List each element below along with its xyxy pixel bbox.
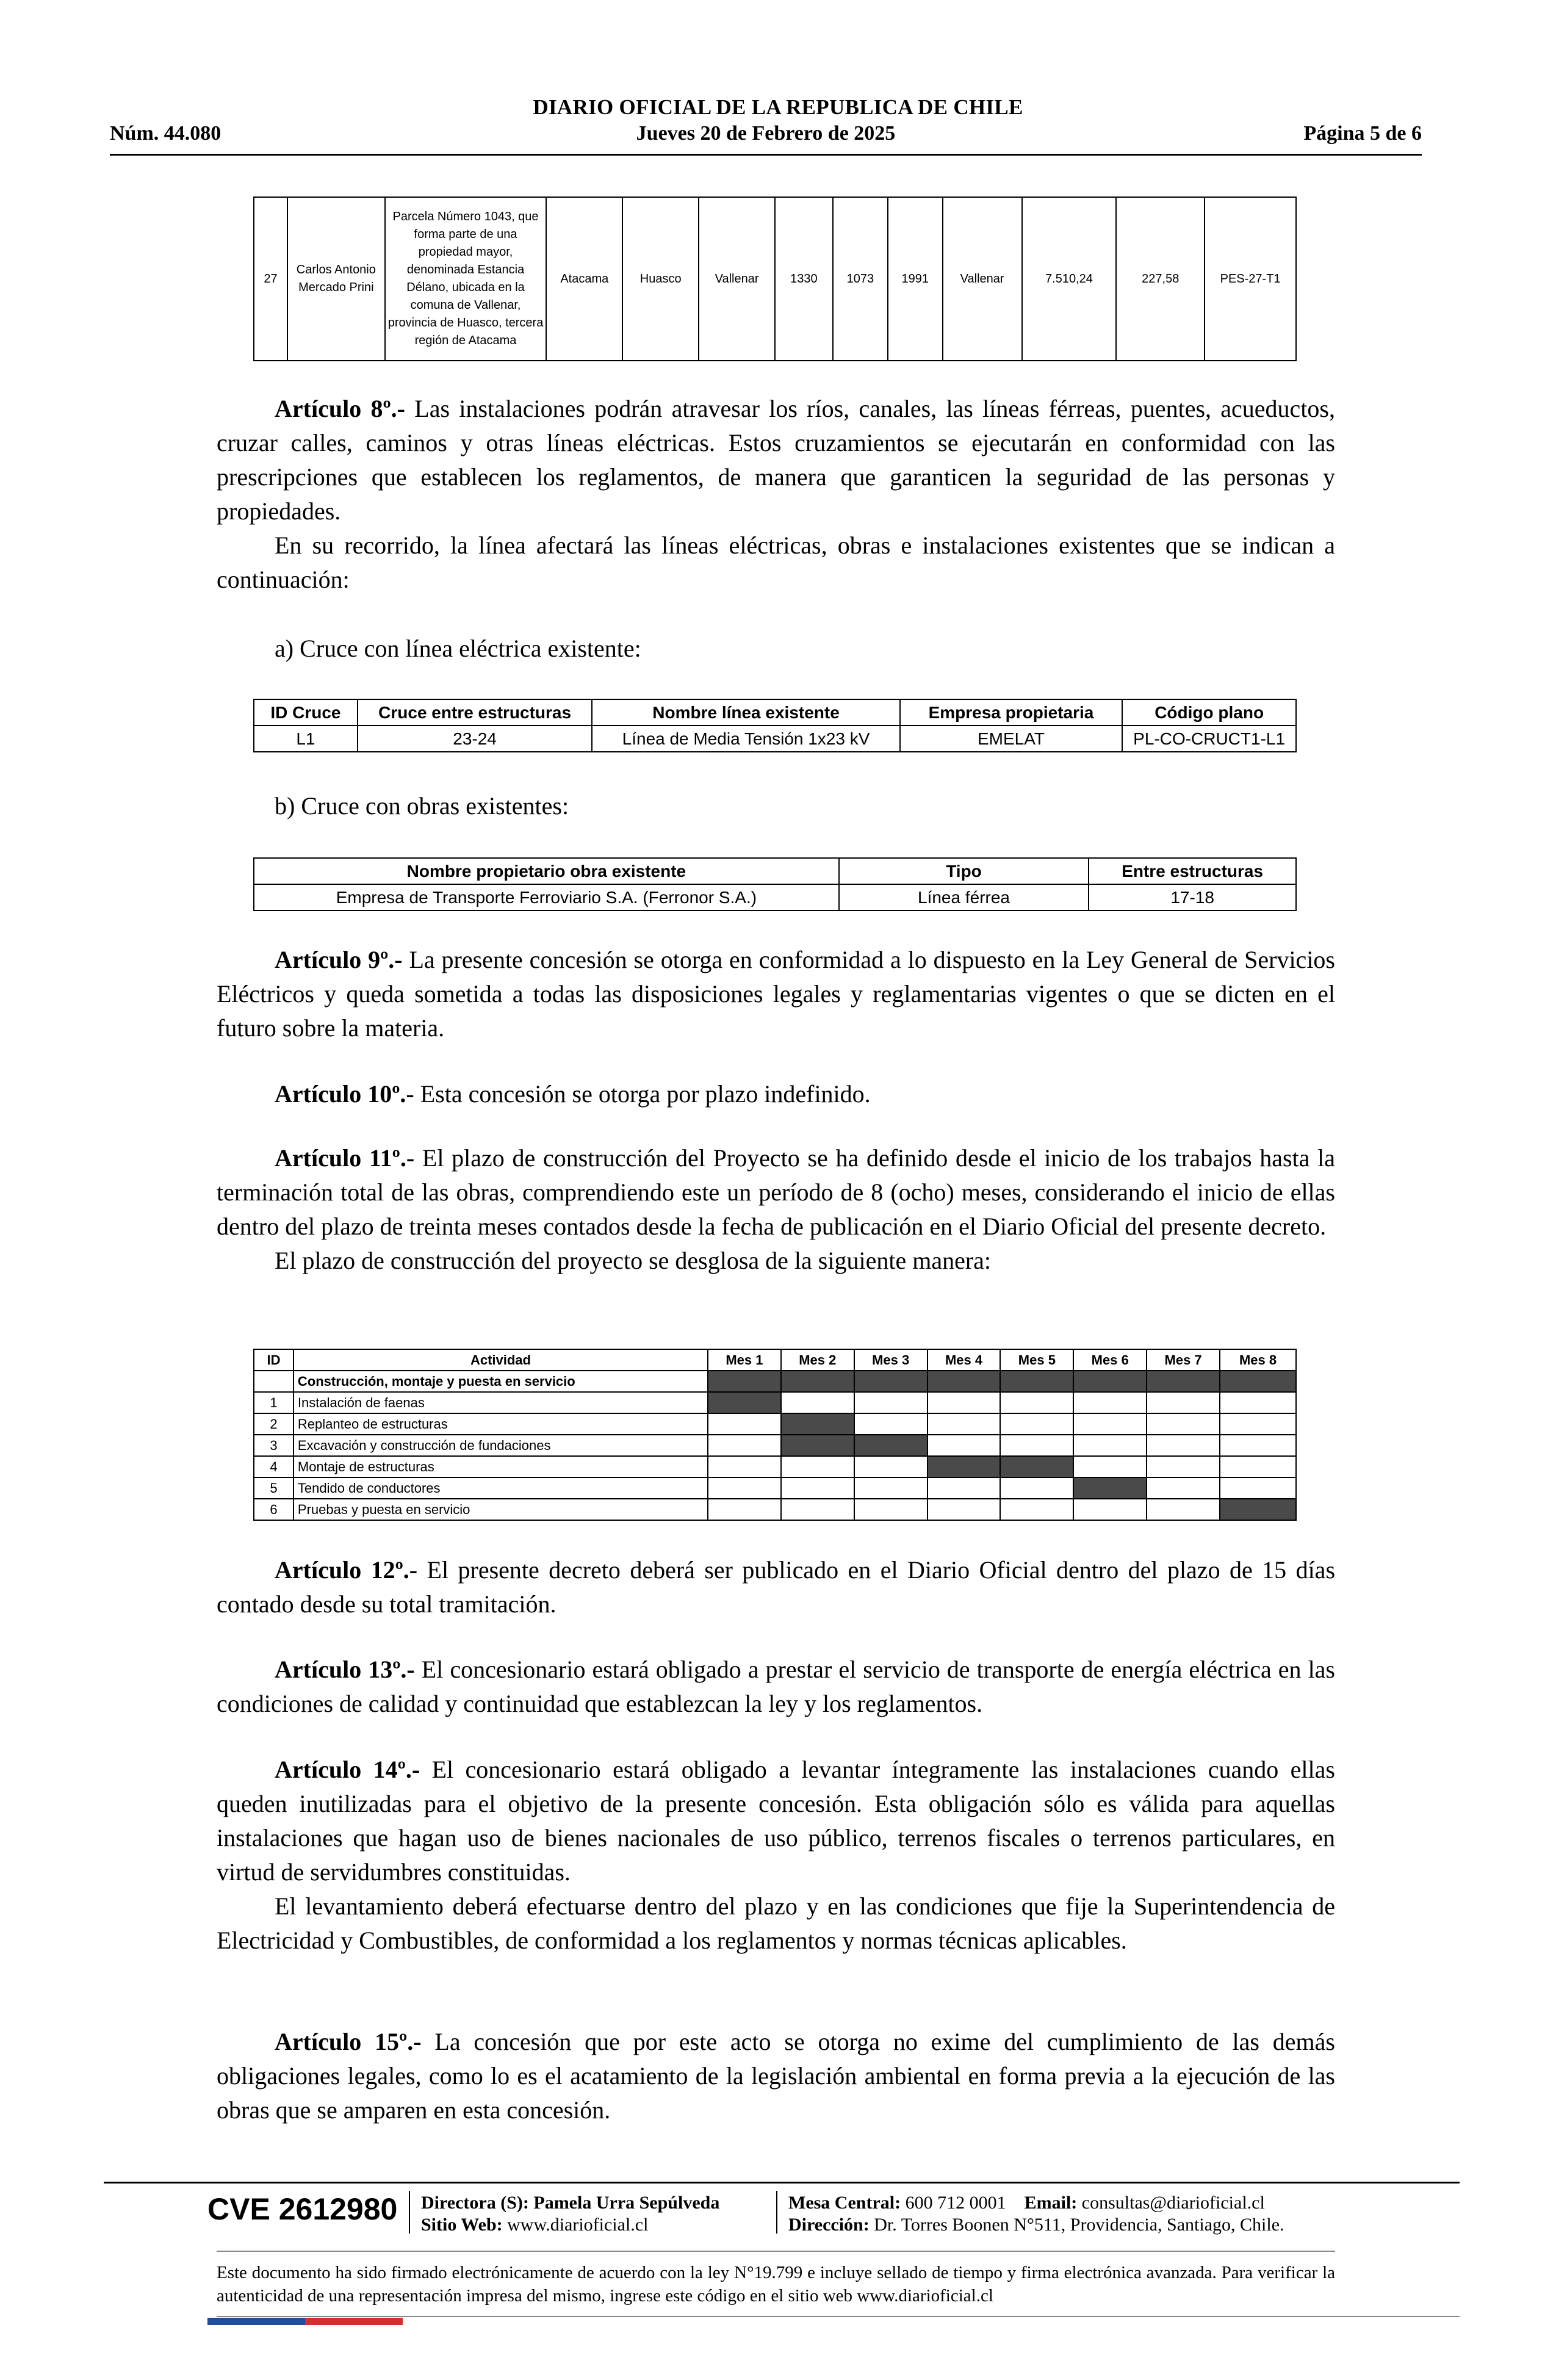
table-cell: Línea de Media Tensión 1x23 kV	[592, 726, 899, 752]
gantt-month-header: Mes 2	[781, 1349, 854, 1371]
direccion-value: Dr. Torres Boonen N°511, Providencia, Santiago, Chile.	[869, 2215, 1284, 2235]
gantt-bar-cell	[854, 1371, 927, 1392]
flag-stripe	[207, 2318, 403, 2325]
gantt-activity-cell: Excavación y construcción de fundaciones	[294, 1435, 708, 1456]
column-header: Cruce entre estructuras	[358, 699, 593, 726]
footer-separator	[409, 2191, 410, 2234]
article-14-text: El concesionario estará obligado a levantar íntegramente las instalaciones cuando ellas queden inutilizadas para el objetivo de la presente concesión. Esta obligación sólo es válida para aquellas instalaciones que hagan uso de bienes nacionales de uso público, terrenos fiscales o terrenos particulares, en virtud de servidumbres constituidas.	[217, 1756, 1335, 1886]
gantt-empty-cell	[1000, 1477, 1073, 1499]
article-13-heading: Artículo 13º.-	[275, 1656, 415, 1683]
table-cell: 23-24	[358, 726, 593, 752]
parcel-commune: Vallenar	[699, 197, 775, 361]
mesa-email-line	[788, 2192, 1284, 2214]
footer-bottom-rule	[217, 2316, 1460, 2317]
gantt-bar-cell	[1073, 1371, 1147, 1392]
parcel-region: Atacama	[546, 197, 622, 361]
mesa-value: 600 712 0001	[901, 2193, 1006, 2213]
article-10-paragraph	[217, 1077, 1335, 1111]
gantt-row	[254, 1392, 1296, 1413]
gantt-bar-cell	[708, 1371, 781, 1392]
signature-note: Este documento ha sido firmado electrónicamente de acuerdo con la ley N°19.799 e incluye sellado de tiempo y firma electrónica avanzada. Para verificar la autenticidad de una representación impresa del mismo, ingrese este código en el sitio web www.diarioficial.cl	[217, 2263, 1335, 2306]
issue-date: Jueves 20 de Febrero de 2025	[636, 122, 896, 145]
gantt-empty-cell	[781, 1477, 854, 1499]
sitio-web-link[interactable]: www.diarioficial.cl	[502, 2215, 649, 2235]
gantt-empty-cell	[1000, 1435, 1073, 1456]
gantt-row	[254, 1435, 1296, 1456]
column-header: Tipo	[839, 858, 1089, 884]
parcel-superficie: 227,58	[1116, 197, 1205, 361]
article-15-paragraph	[217, 2025, 1335, 2127]
stripe-segment	[207, 2318, 256, 2325]
gantt-month-header: Mes 6	[1073, 1349, 1147, 1371]
parcel-plano: PES-27-T1	[1205, 197, 1296, 361]
gantt-month-header: Mes 3	[854, 1349, 927, 1371]
article-9-text: La presente concesión se otorga en conformidad a lo dispuesto en la Ley General de Servicios Eléctricos y queda sometida a todas las disposiciones legales y reglamentarias vigentes o que se dicten en el futuro sobre la materia.	[217, 946, 1335, 1042]
gantt-empty-cell	[1147, 1477, 1220, 1499]
parcel-conservador: Vallenar	[943, 197, 1022, 361]
article-8	[217, 392, 1335, 597]
gantt-empty-cell	[1000, 1392, 1073, 1413]
sitio-web-line	[421, 2214, 719, 2236]
article-12	[217, 1553, 1335, 1621]
gantt-empty-cell	[854, 1499, 927, 1520]
gantt-activity-cell: Pruebas y puesta en servicio	[294, 1499, 708, 1520]
gantt-bar-cell	[708, 1392, 781, 1413]
article-8-text: Las instalaciones podrán atravesar los ríos, canales, las líneas férreas, puentes, acueductos, cruzar calles, caminos y otras líneas eléctricas. Estos cruzamientos se ejecutarán en conformidad con las prescripciones que establecen los reglamentos, de manera que garanticen la seguridad de las personas y propiedades.	[217, 395, 1335, 525]
gantt-empty-cell	[1000, 1499, 1073, 1520]
article-11-text: El plazo de construcción del Proyecto se ha definido desde el inicio de los trabajos hasta la terminación total de las obras, comprendiendo este un período de 8 (ocho) meses, considerando el inicio de ellas dentro del plazo de treinta meses contados desde la fecha de publicación en el Diario Oficial del presente decreto.	[217, 1144, 1335, 1240]
gantt-empty-cell	[927, 1392, 1001, 1413]
parcel-owner: Carlos Antonio Mercado Prini	[287, 197, 385, 361]
table-row	[254, 197, 1296, 361]
article-15-text: La concesión que por este acto se otorga no exime del cumplimiento de las demás obligaciones legales, como lo es el acatamiento de la legislación ambiental en forma previa a la ejecución de las obras que se amparen en esta concesión.	[217, 2028, 1335, 2124]
gantt-row	[254, 1499, 1296, 1520]
gantt-empty-cell	[854, 1456, 927, 1477]
gantt-empty-cell	[708, 1435, 781, 1456]
gantt-activity-cell: Tendido de conductores	[294, 1477, 708, 1499]
header-line	[110, 122, 1422, 150]
gantt-empty-cell	[1073, 1456, 1147, 1477]
footer-contact-left	[421, 2192, 719, 2236]
gantt-empty-cell	[1073, 1392, 1147, 1413]
gantt-bar-cell	[927, 1456, 1001, 1477]
cruce-label: a) Cruce con línea eléctrica existente:	[275, 635, 641, 662]
gantt-empty-cell	[708, 1477, 781, 1499]
gantt-empty-cell	[1220, 1435, 1296, 1456]
table-cell: EMELAT	[900, 726, 1123, 752]
gantt-id-cell: 5	[254, 1477, 294, 1499]
footer-separator	[776, 2191, 777, 2234]
directora-text: Directora (S): Pamela Urra Sepúlveda	[421, 2193, 720, 2213]
article-15-heading: Artículo 15º.-	[275, 2028, 422, 2055]
gantt-month-header: Mes 1	[708, 1349, 781, 1371]
mesa-label: Mesa Central:	[788, 2193, 901, 2213]
gantt-empty-cell	[1220, 1392, 1296, 1413]
direccion-label: Dirección:	[788, 2215, 870, 2235]
gantt-empty-cell	[1147, 1392, 1220, 1413]
parcel-fojas: 1330	[775, 197, 833, 361]
email-label: Email:	[1024, 2193, 1078, 2213]
gantt-empty-cell	[1220, 1413, 1296, 1435]
gantt-bar-cell	[781, 1413, 854, 1435]
cve-code: CVE 2612980	[207, 2192, 398, 2226]
gantt-bar-cell	[1073, 1477, 1147, 1499]
gantt-empty-cell	[708, 1499, 781, 1520]
page-number: Página 5 de 6	[1303, 122, 1422, 145]
column-header: Empresa propietaria	[900, 699, 1123, 726]
gantt-month-header: Mes 4	[927, 1349, 1001, 1371]
footer-divider	[217, 2251, 1335, 2252]
table-header-row	[254, 1349, 1296, 1371]
gantt-empty-cell	[708, 1413, 781, 1435]
stripe-segment	[256, 2318, 305, 2325]
gantt-bar-cell	[927, 1371, 1001, 1392]
article-13-paragraph	[217, 1653, 1335, 1721]
obras-table	[253, 857, 1297, 911]
table-cell: L1	[254, 726, 358, 752]
gantt-row	[254, 1456, 1296, 1477]
gantt-empty-cell	[1147, 1435, 1220, 1456]
article-12-heading: Artículo 12º.-	[275, 1556, 418, 1584]
gantt-activity-cell: Montaje de estructuras	[294, 1456, 708, 1477]
article-8-paragraph	[217, 392, 1335, 528]
gantt-empty-cell	[1073, 1435, 1147, 1456]
gantt-bar-cell	[1000, 1371, 1073, 1392]
gantt-bar-cell	[781, 1371, 854, 1392]
gantt-empty-cell	[1147, 1456, 1220, 1477]
article-11	[217, 1141, 1335, 1278]
article-13-text: El concesionario estará obligado a prestar el servicio de transporte de energía eléctrica en las condiciones de calidad y continuidad que establezcan la ley y los reglamentos.	[217, 1656, 1335, 1717]
gantt-row	[254, 1477, 1296, 1499]
gantt-activity-header: Actividad	[294, 1349, 708, 1371]
table-row	[254, 726, 1296, 752]
article-10-text: Esta concesión se otorga por plazo indefinido.	[414, 1080, 871, 1108]
stripe-segment	[305, 2318, 354, 2325]
article-13	[217, 1653, 1335, 1721]
article-11-paragraph	[217, 1141, 1335, 1244]
gantt-summary-activity: Construcción, montaje y puesta en servicio	[294, 1371, 708, 1392]
obras-label: b) Cruce con obras existentes:	[275, 792, 569, 820]
table-header-row	[254, 858, 1296, 884]
gantt-empty-cell	[927, 1499, 1001, 1520]
gantt-summary-row	[254, 1371, 1296, 1392]
parcel-longitud: 7.510,24	[1022, 197, 1117, 361]
column-header: Nombre línea existente	[592, 699, 899, 726]
gantt-bar-cell	[854, 1435, 927, 1456]
gantt-id-cell: 3	[254, 1435, 294, 1456]
gantt-empty-cell	[781, 1499, 854, 1520]
gantt-month-header: Mes 7	[1147, 1349, 1220, 1371]
article-8-paragraph-2: En su recorrido, la línea afectará las líneas eléctricas, obras e instalaciones existentes que se indican a continuación:	[217, 532, 1335, 593]
table-header-row	[254, 699, 1296, 726]
parcel-province: Huasco	[622, 197, 699, 361]
article-14-heading: Artículo 14º.-	[275, 1756, 420, 1783]
gantt-empty-cell	[927, 1477, 1001, 1499]
gantt-empty-cell	[781, 1456, 854, 1477]
article-11-heading: Artículo 11º.-	[275, 1144, 415, 1172]
gantt-empty-cell	[1147, 1499, 1220, 1520]
table-cell: Empresa de Transporte Ferroviario S.A. (Ferronor S.A.)	[254, 884, 839, 911]
gantt-id-cell	[254, 1371, 294, 1392]
article-14	[217, 1753, 1335, 1958]
gantt-id-cell: 1	[254, 1392, 294, 1413]
article-9-paragraph	[217, 943, 1335, 1045]
gantt-empty-cell	[1073, 1499, 1147, 1520]
column-header: Código plano	[1122, 699, 1296, 726]
direccion-line	[788, 2214, 1284, 2236]
gantt-empty-cell	[1000, 1413, 1073, 1435]
footer-contact-right	[788, 2192, 1284, 2236]
gantt-id-cell: 2	[254, 1413, 294, 1435]
table-cell: PL-CO-CRUCT1-L1	[1122, 726, 1296, 752]
gantt-activity-cell: Instalación de faenas	[294, 1392, 708, 1413]
sitio-web-label: Sitio Web:	[421, 2215, 503, 2235]
gantt-bar-cell	[1220, 1499, 1296, 1520]
article-8-heading: Artículo 8º.-	[275, 395, 405, 422]
gantt-bar-cell	[1147, 1371, 1220, 1392]
gantt-empty-cell	[1220, 1456, 1296, 1477]
gantt-table	[253, 1349, 1297, 1521]
gantt-empty-cell	[854, 1392, 927, 1413]
column-header: ID Cruce	[254, 699, 358, 726]
column-header: Nombre propietario obra existente	[254, 858, 839, 884]
gantt-empty-cell	[854, 1477, 927, 1499]
gantt-month-header: Mes 8	[1220, 1349, 1296, 1371]
email-link[interactable]: consultas@diarioficial.cl	[1077, 2193, 1265, 2213]
column-header: Entre estructuras	[1089, 858, 1296, 884]
article-12-text: El presente decreto deberá ser publicado en el Diario Oficial dentro del plazo de 15 días contado desde su total tramitación.	[217, 1556, 1336, 1618]
gantt-empty-cell	[927, 1435, 1001, 1456]
gantt-empty-cell	[781, 1392, 854, 1413]
gantt-empty-cell	[927, 1413, 1001, 1435]
issue-number: Núm. 44.080	[110, 122, 222, 145]
gantt-empty-cell	[854, 1413, 927, 1435]
table-cell: Línea férrea	[839, 884, 1089, 911]
article-10	[217, 1077, 1335, 1111]
cruce-table	[253, 699, 1297, 752]
article-10-heading: Artículo 10º.-	[275, 1080, 414, 1108]
gantt-id-cell: 4	[254, 1456, 294, 1477]
gantt-bar-cell	[781, 1435, 854, 1456]
article-12-paragraph	[217, 1553, 1335, 1621]
directora-line	[421, 2192, 719, 2214]
article-9-heading: Artículo 9º.-	[275, 946, 403, 973]
article-14-paragraph-2: El levantamiento deberá efectuarse dentro del plazo y en las condiciones que fije la Superintendencia de Electricidad y Combustibles, de conformidad a los reglamentos y normas técnicas aplicables.	[217, 1892, 1335, 1954]
parcel-description: Parcela Número 1043, que forma parte de una propiedad mayor, denominada Estancia Délano, ubicada en la comuna de Vallenar, provincia de Huasco, tercera región de Atacama	[385, 197, 547, 361]
gantt-empty-cell	[708, 1456, 781, 1477]
gantt-month-header: Mes 5	[1000, 1349, 1073, 1371]
stripe-segment	[354, 2318, 403, 2325]
article-9	[217, 943, 1335, 1045]
table-row	[254, 884, 1296, 911]
gantt-id-header: ID	[254, 1349, 294, 1371]
gantt-bar-cell	[1000, 1456, 1073, 1477]
article-14-paragraph	[217, 1753, 1335, 1889]
table-cell: 17-18	[1089, 884, 1296, 911]
parcel-numero: 1073	[833, 197, 888, 361]
newspaper-title: DIARIO OFICIAL DE LA REPUBLICA DE CHILE	[533, 95, 1023, 119]
parcel-table	[253, 197, 1297, 361]
gantt-id-cell: 6	[254, 1499, 294, 1520]
gantt-bar-cell	[1220, 1371, 1296, 1392]
gantt-row	[254, 1413, 1296, 1435]
gantt-empty-cell	[1073, 1413, 1147, 1435]
article-11-paragraph-2: El plazo de construcción del proyecto se desglosa de la siguiente manera:	[275, 1247, 992, 1274]
article-15	[217, 2025, 1335, 2127]
gantt-empty-cell	[1147, 1413, 1220, 1435]
gantt-activity-cell: Replanteo de estructuras	[294, 1413, 708, 1435]
parcel-number: 27	[254, 197, 287, 361]
header-rule	[110, 154, 1422, 156]
footer-rule	[104, 2182, 1460, 2183]
gantt-empty-cell	[1220, 1477, 1296, 1499]
parcel-anio: 1991	[888, 197, 943, 361]
